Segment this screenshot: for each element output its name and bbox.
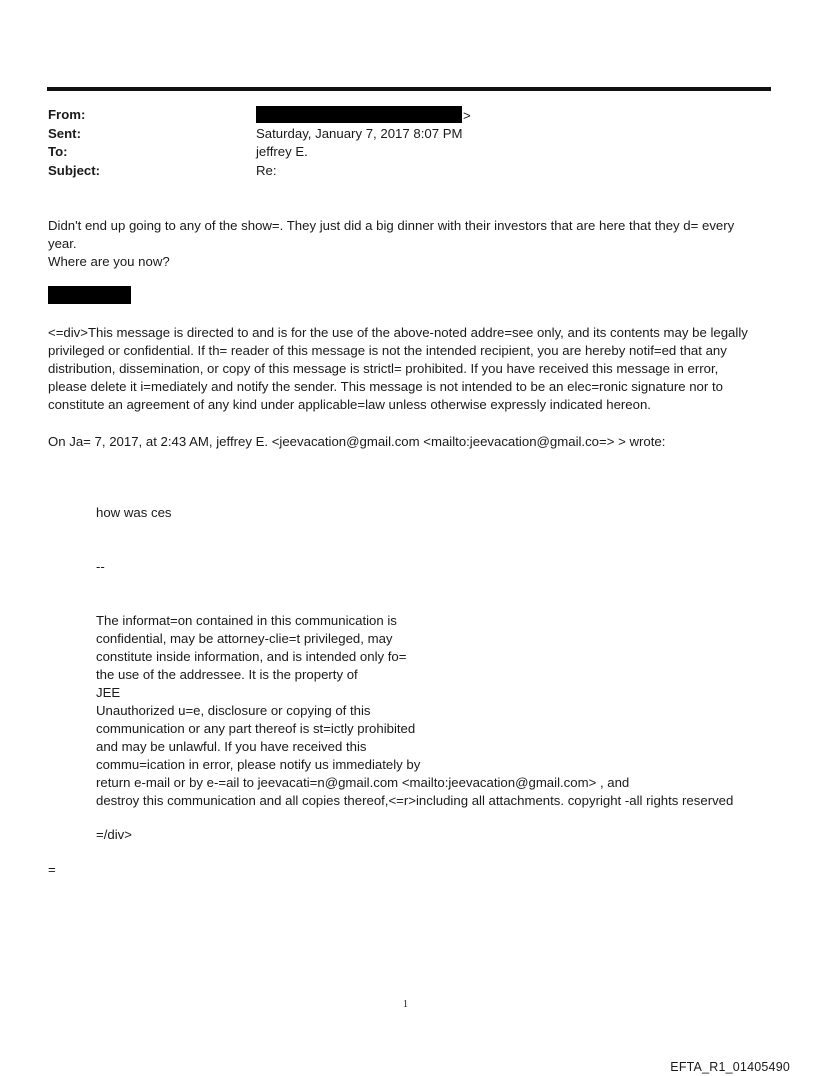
notice-line: The informat=on contained in this communication is — [96, 613, 397, 628]
notice-line: and may be unlawful. If you have received this — [96, 739, 367, 754]
notice-line: destroy this communication and all copies thereof,<=r>including all attachments. copyright -all rights reserved — [96, 793, 734, 808]
confidentiality-notice — [96, 612, 776, 810]
sent-value: Saturday, January 7, 2017 8:07 PM — [256, 125, 463, 141]
from-redaction — [256, 106, 462, 123]
message-body — [48, 217, 768, 271]
quoted-separator: -- — [96, 559, 105, 574]
quoted-closing: =/div> — [96, 827, 132, 842]
notice-line: constitute inside information, and is intended only fo= — [96, 649, 407, 664]
page-number: 1 — [403, 999, 408, 1010]
trailing-mark: = — [48, 862, 56, 877]
to-value: jeffrey E. — [256, 144, 308, 159]
from-value — [256, 106, 471, 125]
from-label: From: — [48, 107, 86, 122]
disclaimer-line: privileged or confidential. If th= reader of this message is not the intended recipient, you are hereby notif=ed that any — [48, 343, 727, 358]
notice-line: Unauthorized u=e, disclosure or copying of this — [96, 703, 371, 718]
notice-line: confidential, may be attorney-clie=t privileged, may — [96, 631, 393, 646]
notice-line: JEE — [96, 685, 121, 700]
subject-row — [48, 162, 748, 181]
notice-line: return e-mail or by e-=ail to jeevacati=n@gmail.com <mailto:jeevacation@gmail.com> , and — [96, 775, 630, 790]
subject-label: Subject: — [48, 162, 101, 178]
disclaimer-line: constitute an agreement of any kind under applicable=law unless otherwise expressly indicated hereon. — [48, 397, 651, 412]
notice-line: commu=ication in error, please notify us immediately by — [96, 757, 421, 772]
disclaimer-line: distribution, dissemination, or copy of this message is strictl= prohibited. If you have received this message in error, — [48, 361, 719, 376]
message-line: Where are you now? — [48, 254, 170, 269]
sent-row — [48, 125, 748, 144]
disclaimer-line: <=div>This message is directed to and is for the use of the above-noted addre=see only, and its contents may be legally — [48, 325, 748, 340]
signature-redaction — [48, 286, 131, 304]
header-rule — [47, 87, 771, 91]
notice-line: communication or any part thereof is st=ictly prohibited — [96, 721, 416, 736]
quoted-question: how was ces — [96, 505, 172, 520]
quote-header: On Ja= 7, 2017, at 2:43 AM, jeffrey E. <jeevacation@gmail.com <mailto:jeevacation@gmail.co=> > wrote: — [48, 434, 666, 449]
bates-number: EFTA_R1_01405490 — [670, 1060, 790, 1074]
subject-value: Re: — [256, 162, 277, 178]
sent-label: Sent: — [48, 125, 81, 141]
to-label: To: — [48, 144, 68, 159]
message-line: Didn't end up going to any of the show=. They just did a big dinner with their investors that are here that they d= every — [48, 218, 735, 233]
notice-line: the use of the addressee. It is the property of — [96, 667, 358, 682]
from-row — [48, 106, 748, 125]
message-line: year. — [48, 236, 77, 251]
disclaimer-line: please delete it i=mediately and notify the sender. This message is not intended to be an elec=ronic signature nor to — [48, 379, 723, 394]
email-header — [48, 106, 748, 180]
to-row — [48, 143, 748, 162]
disclaimer — [48, 324, 768, 414]
from-suffix: > — [463, 108, 471, 123]
